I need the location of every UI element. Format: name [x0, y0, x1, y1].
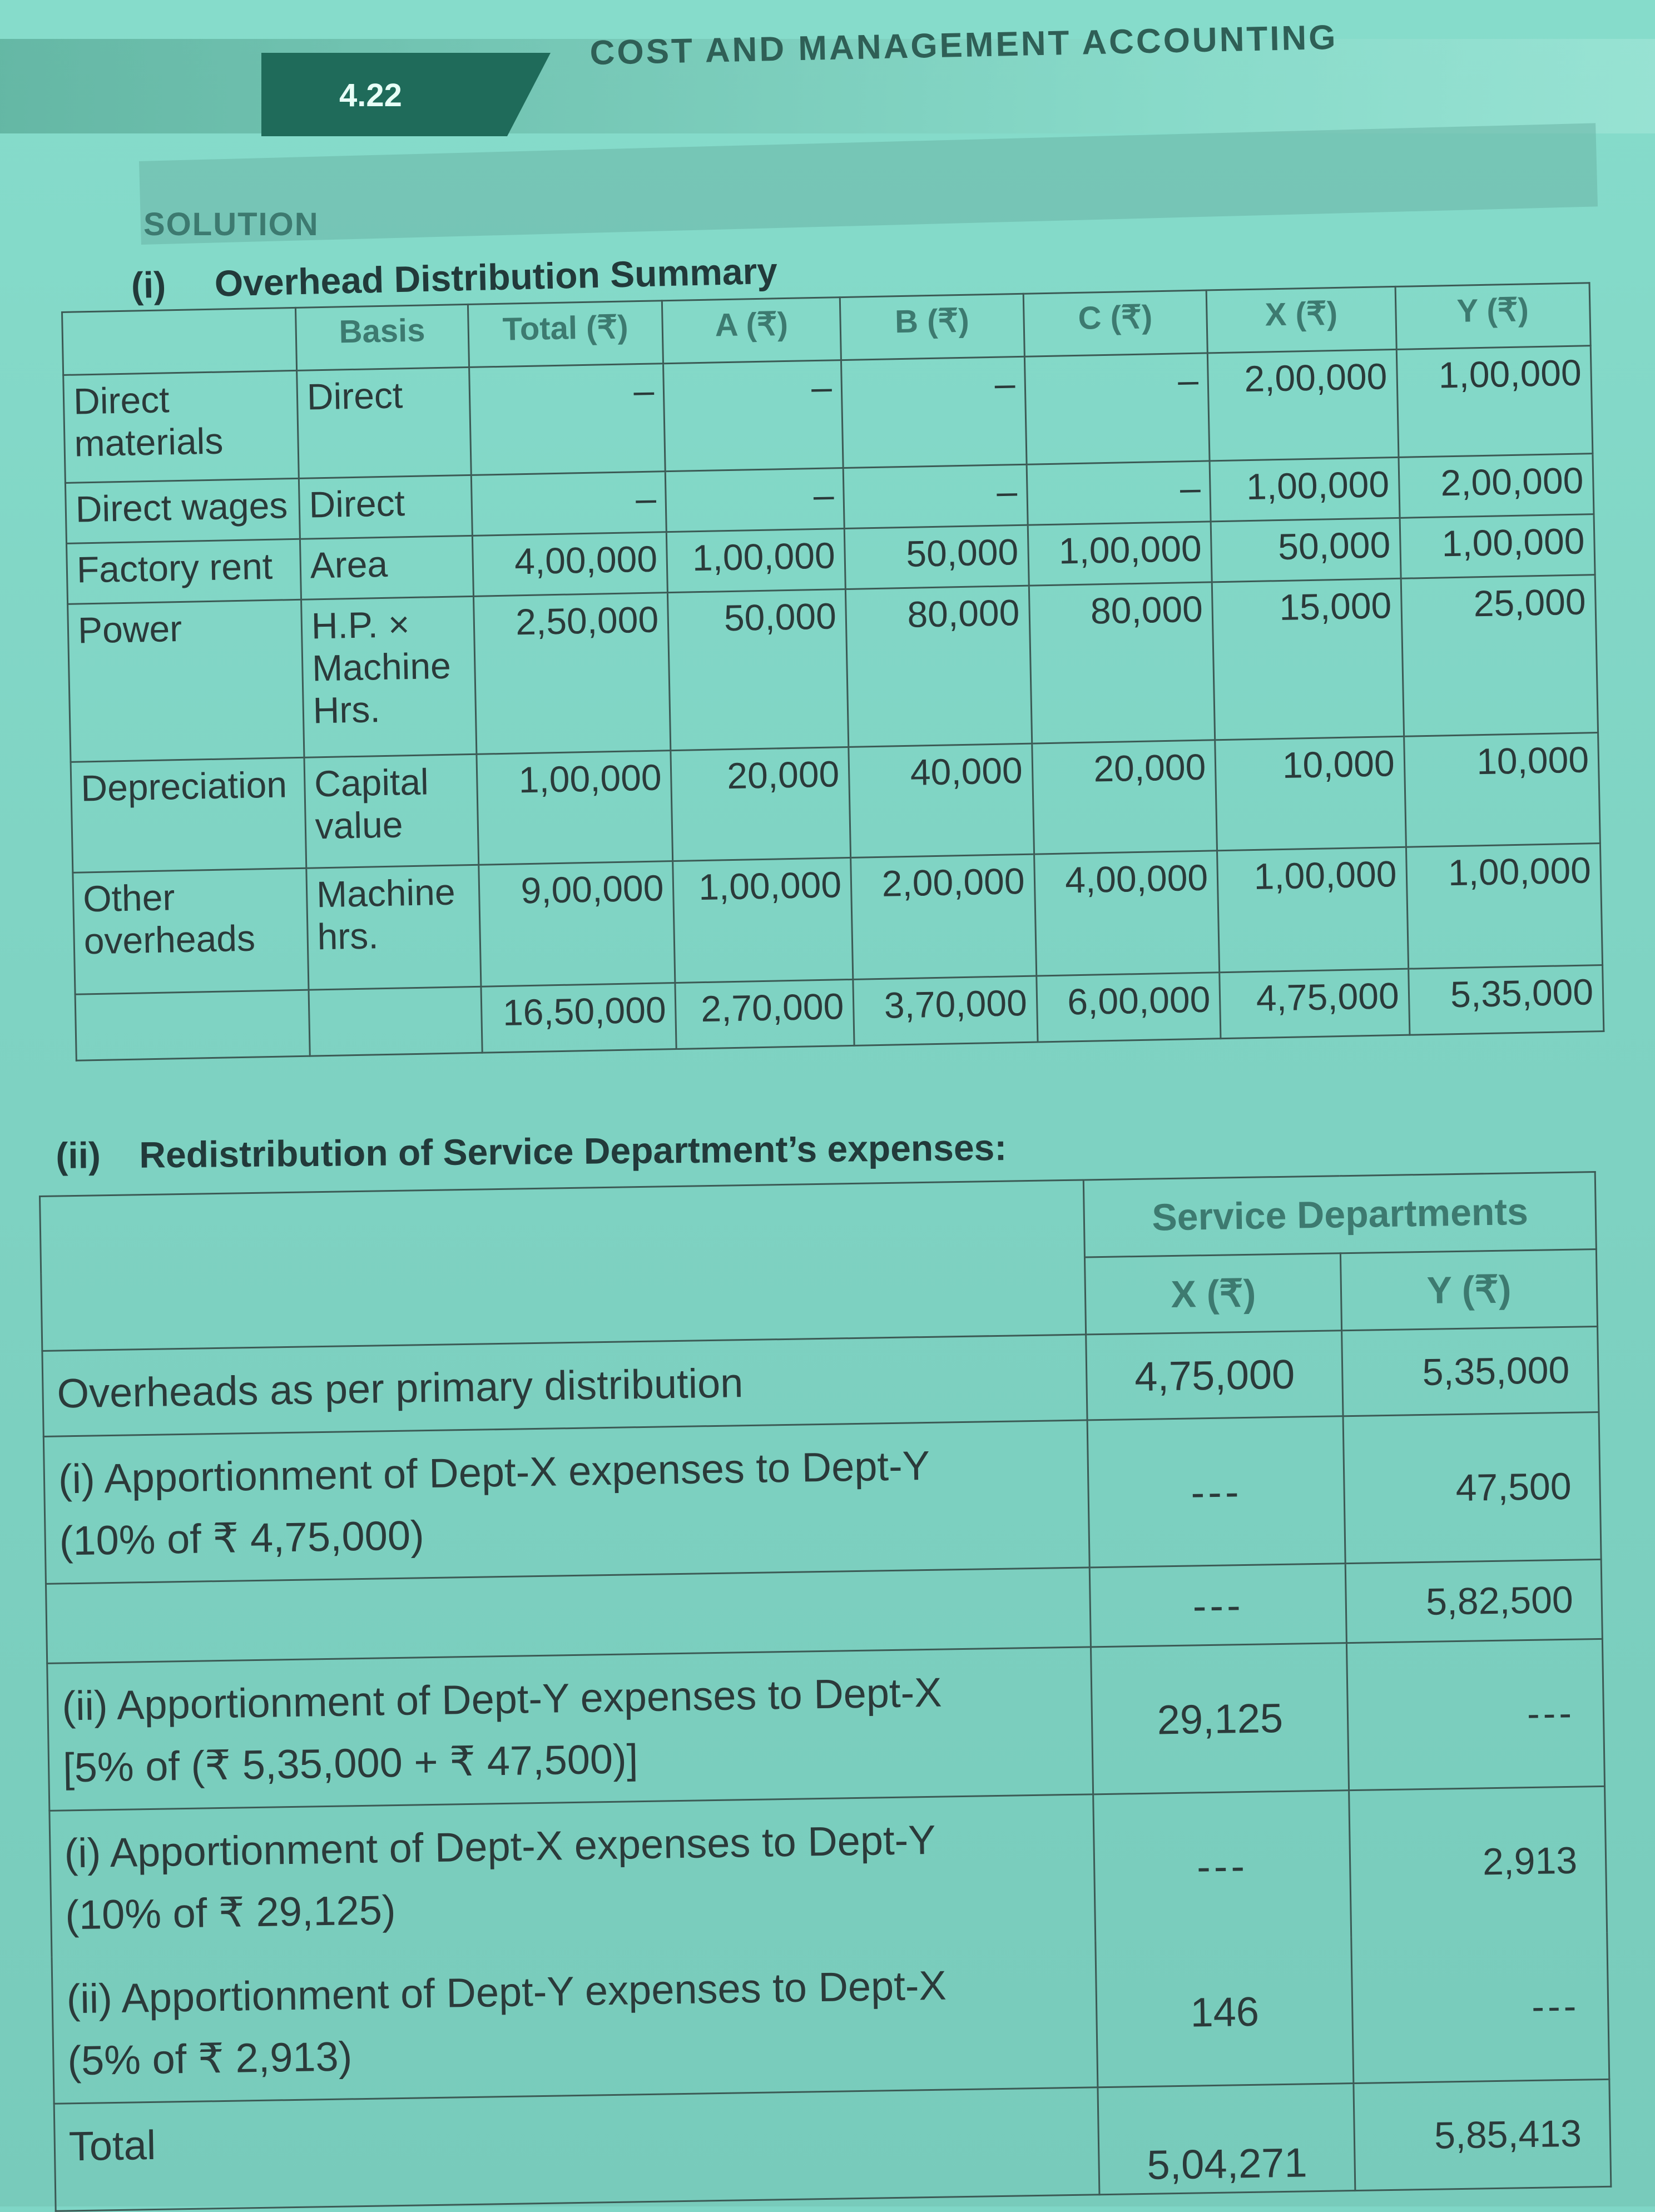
desc-line-2: (10% of ₹ 29,125)	[65, 1887, 397, 1938]
table1-number: (i)	[131, 264, 166, 306]
cell-y: 5,35,000	[1408, 965, 1604, 1035]
row-basis: Capital value	[304, 754, 478, 868]
row-item	[75, 990, 310, 1060]
cell-b: –	[841, 356, 1026, 468]
cell-c: 20,000	[1032, 740, 1217, 854]
cell-x: 15,000	[1212, 578, 1404, 740]
header-cell: C (₹)	[1023, 290, 1208, 356]
desc-line-1: (ii) Apportionment of Dept-Y expenses to Dept-X	[66, 1962, 947, 2022]
cell-a: 20,000	[671, 747, 850, 861]
row-description	[52, 1941, 1098, 2104]
cell-total: 4,00,000	[472, 532, 668, 597]
row-description	[47, 1647, 1093, 1811]
cell-x: 29,125	[1091, 1643, 1349, 1794]
row-description	[54, 2087, 1099, 2211]
cell-b: 50,000	[844, 525, 1029, 589]
desc-line-2: (10% of ₹ 4,75,000)	[59, 1512, 425, 1564]
row-item: Depreciation	[71, 757, 306, 872]
blank-header-cell	[40, 1180, 1087, 1351]
cell-a: –	[663, 360, 843, 472]
desc-line-1: Total	[68, 2121, 156, 2170]
cell-a: 2,70,000	[675, 979, 854, 1049]
row-basis: Direct	[299, 475, 472, 539]
cell-x: 4,75,000	[1220, 969, 1410, 1038]
cell-y: 1,00,000	[1400, 514, 1595, 579]
cell-x: ---	[1090, 1564, 1347, 1647]
col-y-header: Y (₹)	[1341, 1249, 1598, 1331]
cell-b: –	[843, 464, 1028, 528]
table-row	[52, 1933, 1609, 2104]
cell-y: ---	[1351, 1933, 1609, 2084]
header-cell: Y (₹)	[1395, 283, 1591, 350]
col-x-header: X (₹)	[1085, 1253, 1342, 1335]
cell-total: 9,00,000	[478, 861, 675, 987]
book-title: COST AND MANAGEMENT ACCOUNTING	[589, 18, 1339, 72]
cell-y: 2,913	[1349, 1786, 1607, 1937]
row-basis: H.P. × Machine Hrs.	[301, 596, 476, 757]
cell-total: 16,50,000	[480, 983, 676, 1053]
desc-line-2: [5% of (₹ 5,35,000 + ₹ 47,500)]	[62, 1735, 638, 1791]
table-row	[43, 1412, 1601, 1584]
table2-title: Redistribution of Service Department’s expenses:	[139, 1127, 1007, 1176]
table-row	[49, 1786, 1607, 1957]
row-description	[49, 1794, 1096, 1957]
cell-y: 5,35,000	[1342, 1327, 1599, 1416]
table-row	[47, 1639, 1605, 1811]
row-item: Direct wages	[65, 478, 300, 543]
row-basis: Machine hrs.	[306, 865, 481, 990]
header-cell: B (₹)	[840, 294, 1024, 360]
row-basis: Direct	[296, 367, 470, 478]
desc-line-1: (ii) Apportionment of Dept-Y expenses to Dept-X	[61, 1669, 943, 1729]
cell-a: 1,00,000	[667, 529, 846, 593]
cell-y: 25,000	[1401, 575, 1598, 737]
row-description	[43, 1420, 1089, 1584]
cell-y: 1,00,000	[1406, 844, 1603, 969]
cell-total: –	[471, 472, 667, 536]
cell-x: ---	[1093, 1791, 1351, 1941]
cell-x: ---	[1088, 1416, 1346, 1568]
cell-c: –	[1027, 461, 1211, 525]
cell-total: 1,00,000	[476, 751, 673, 865]
cell-y: 5,82,500	[1345, 1559, 1602, 1643]
service-departments-header: Service Departments	[1084, 1172, 1597, 1257]
header-cell: Total (₹)	[468, 301, 663, 368]
header-cell: A (₹)	[662, 297, 841, 364]
cell-y: ---	[1347, 1639, 1605, 1790]
desc-line-1: (i) Apportionment of Dept-X expenses to Dept-Y	[58, 1442, 930, 1502]
cell-a: –	[666, 468, 845, 532]
solution-label: SOLUTION	[143, 206, 319, 242]
cell-a: 1,00,000	[673, 857, 853, 983]
row-item: Direct materials	[63, 370, 299, 483]
row-basis	[309, 986, 482, 1056]
row-item: Other overheads	[73, 868, 309, 994]
cell-b: 80,000	[845, 586, 1032, 747]
cell-c: –	[1024, 353, 1210, 464]
cell-c: 1,00,000	[1028, 522, 1212, 586]
cell-y: 2,00,000	[1399, 454, 1594, 518]
cell-total: 2,50,000	[473, 593, 671, 755]
page-number-tab	[261, 53, 551, 136]
row-description	[42, 1335, 1088, 1436]
cell-x: 5,04,271	[1098, 2084, 1355, 2195]
cell-y: 47,500	[1343, 1412, 1601, 1563]
cell-x: 1,00,000	[1217, 847, 1409, 972]
page-number: 4.22	[339, 77, 402, 113]
desc-line-1: Overheads as per primary distribution	[56, 1360, 744, 1417]
cell-x: 1,00,000	[1210, 457, 1399, 521]
cell-b: 3,70,000	[853, 976, 1038, 1045]
cell-y: 5,85,413	[1354, 2079, 1611, 2190]
cell-x: 4,75,000	[1086, 1331, 1343, 1420]
cell-x: 10,000	[1215, 736, 1406, 850]
cell-x: 2,00,000	[1207, 349, 1398, 460]
cell-x: 50,000	[1211, 518, 1400, 582]
header-cell	[62, 308, 297, 375]
table-row	[68, 575, 1598, 762]
cell-a: 50,000	[668, 589, 849, 751]
cell-b: 40,000	[849, 743, 1034, 857]
row-basis: Area	[300, 535, 473, 599]
header-cell: Basis	[295, 304, 469, 370]
desc-line-2	[60, 1580, 1076, 1596]
cell-total: –	[469, 364, 665, 475]
table1-title: Overhead Distribution Summary	[214, 250, 778, 304]
row-item: Factory rent	[67, 539, 301, 604]
redistribution-table	[39, 1171, 1612, 2212]
cell-y: 1,00,000	[1396, 346, 1593, 458]
desc-line-1: (i) Apportionment of Dept-X expenses to Dept-Y	[63, 1816, 936, 1877]
cell-x: 146	[1096, 1937, 1354, 2087]
cell-y: 10,000	[1404, 733, 1600, 847]
cell-c: 4,00,000	[1034, 851, 1220, 976]
desc-line-1	[60, 1580, 1076, 1596]
overhead-distribution-table	[61, 282, 1604, 1062]
cell-c: 6,00,000	[1036, 973, 1221, 1042]
row-item: Power	[68, 599, 304, 762]
cell-b: 2,00,000	[851, 854, 1037, 979]
header-cell: X (₹)	[1206, 286, 1396, 353]
cell-c: 80,000	[1029, 582, 1215, 743]
desc-line-2: (5% of ₹ 2,913)	[67, 2033, 353, 2084]
table2-number: (ii)	[56, 1134, 101, 1176]
table2-heading	[56, 1126, 1007, 1177]
